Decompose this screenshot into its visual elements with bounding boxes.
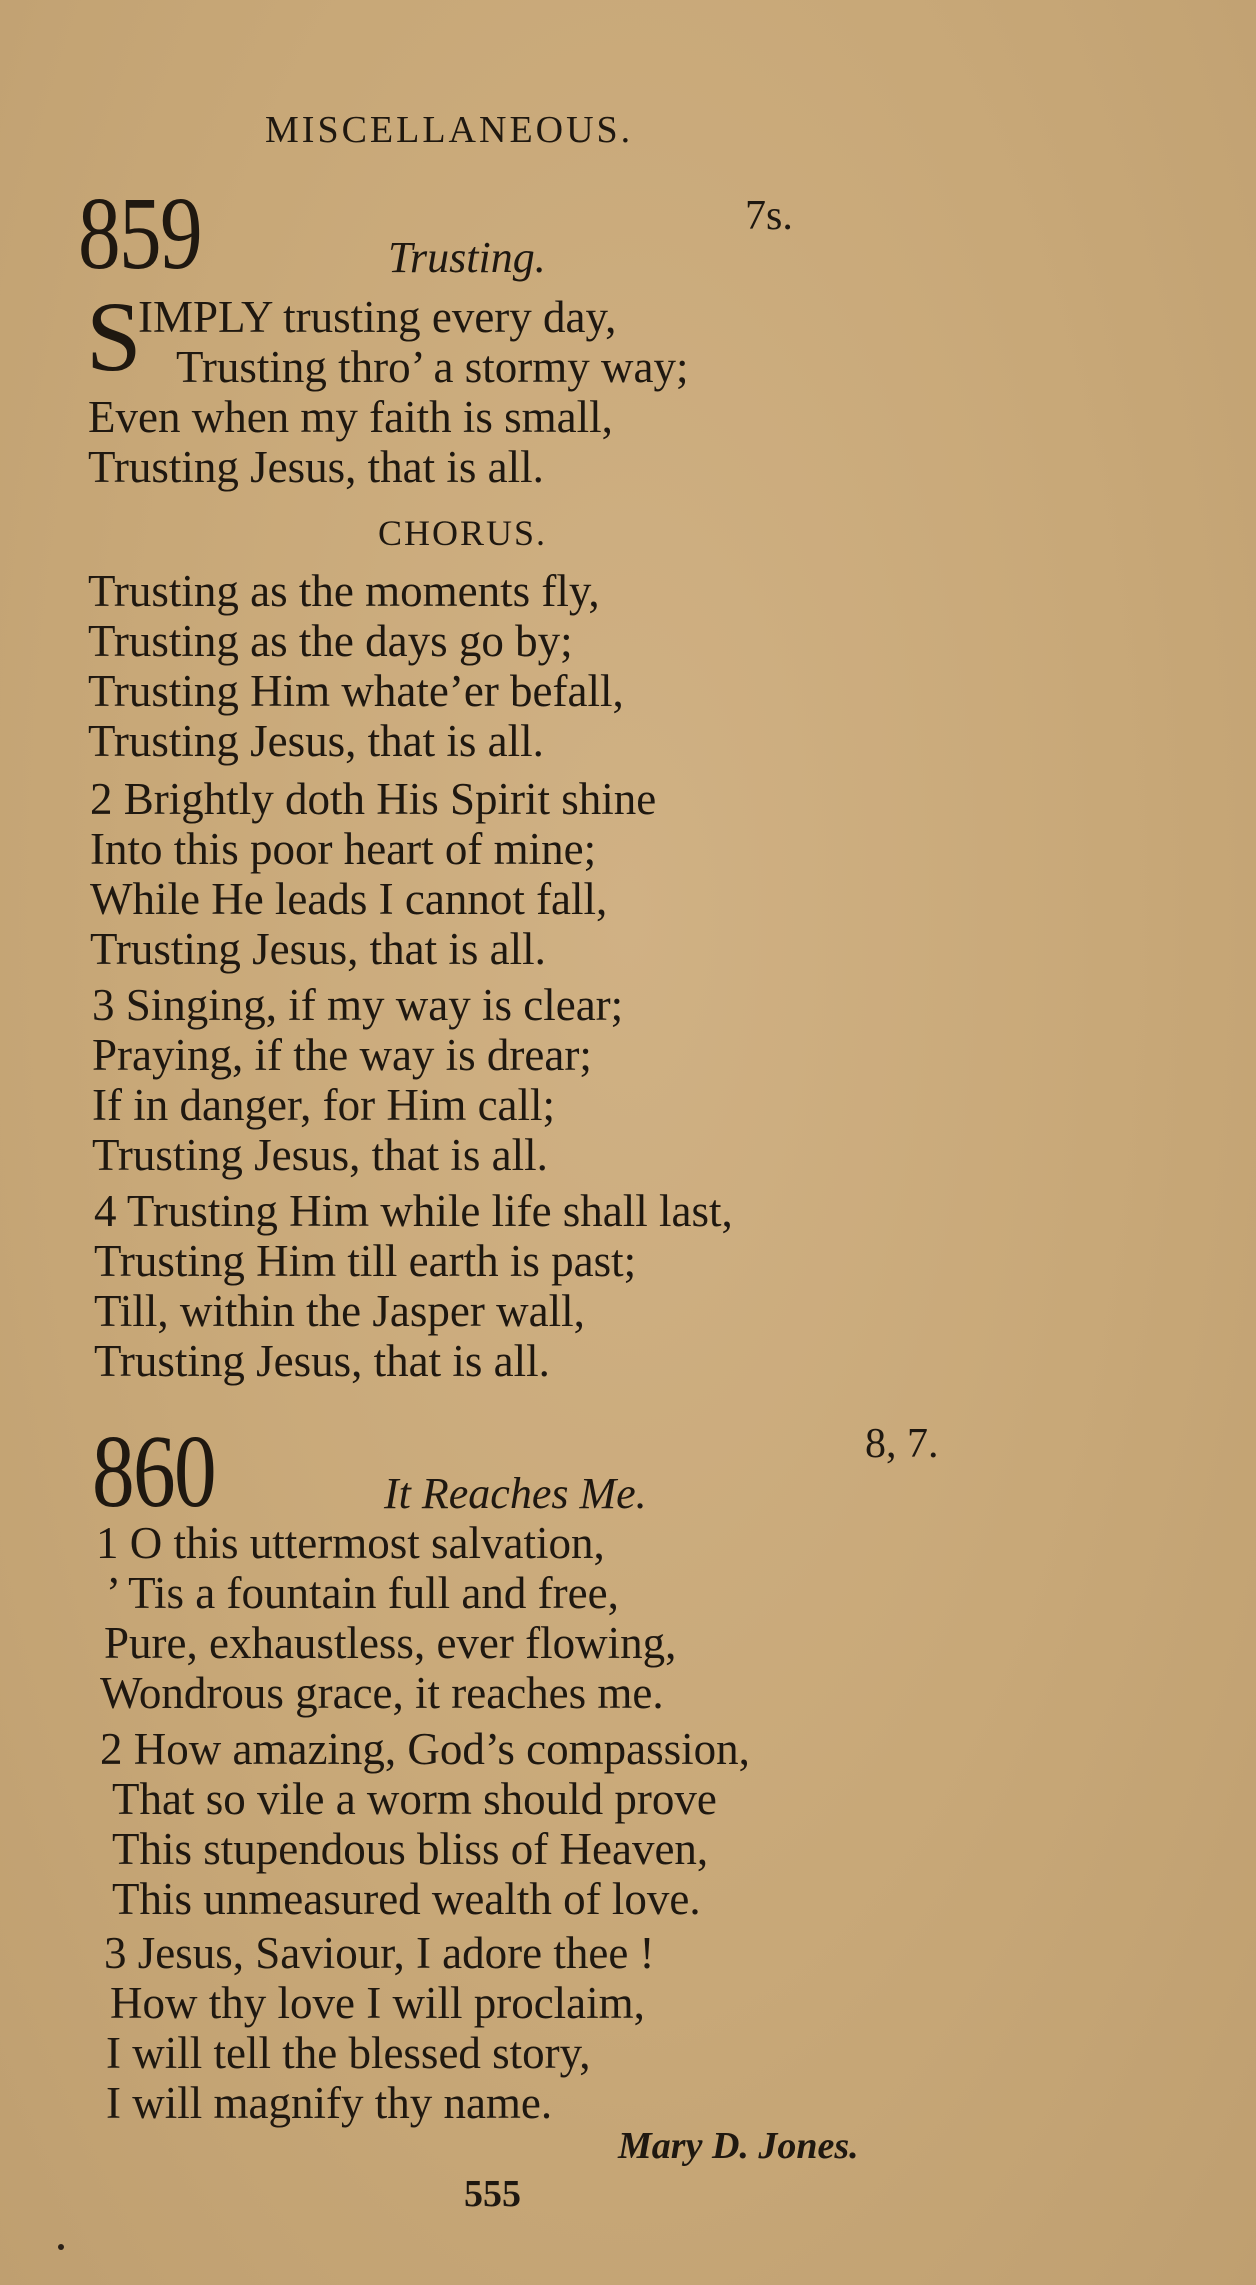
stanza-line: 3 Singing, if my way is clear; [92,980,624,1030]
stanza-line: IMPLY trusting every day, [138,292,617,342]
chorus-line: Trusting as the days go by; [88,616,573,666]
stanza-line: Till, within the Jasper wall, [94,1286,585,1336]
stanza-859-1 [0,281,1256,492]
stanza-line: 4 Trusting Him while life shall last, [94,1186,733,1236]
stanza-line: I will tell the blessed story, [106,2028,591,2078]
stanza-line: Trusting Him till earth is past; [94,1236,637,1286]
stanza-860-2 [0,1724,1256,1924]
chorus-line: Trusting Him whate’er befall, [88,666,624,716]
stanza-line: Trusting Jesus, that is all. [90,924,546,974]
stanza-line: Trusting thro’ a stormy way; [176,342,689,392]
stanza-859-4 [0,1186,1256,1386]
drop-cap: S [86,281,142,392]
stanza-line: 1 O this uttermost salvation, [96,1518,605,1568]
hymn-meter-859: 7s. [745,193,793,239]
stanza-line: Even when my faith is small, [88,392,613,442]
chorus-label: CHORUS. [378,513,548,553]
running-head: MISCELLANEOUS. [265,109,634,151]
stanza-860-1 [0,1518,1256,1718]
chorus [0,566,1256,766]
stanza-859-2 [0,774,1256,974]
hymn-number-859: 859 [78,176,201,291]
ink-speck [58,2244,64,2250]
hymn-meter-860: 8, 7. [865,1421,939,1467]
stanza-859-3 [0,980,1256,1180]
stanza-line: If in danger, for Him call; [92,1080,556,1130]
stanza-line: 2 Brightly doth His Spirit shine [90,774,657,824]
stanza-line: Trusting Jesus, that is all. [94,1336,550,1386]
stanza-line: 2 How amazing, God’s compassion, [100,1724,750,1774]
stanza-line: Praying, if the way is drear; [92,1030,592,1080]
hymn-title-860: It Reaches Me. [384,1469,647,1518]
chorus-line: Trusting as the moments fly, [88,566,600,616]
stanza-line: I will magnify thy name. [106,2078,553,2128]
page-number: 555 [464,2173,521,2215]
stanza-line: This stupendous bliss of Heaven, [112,1824,709,1874]
hymn-author: Mary D. Jones. [618,2125,859,2167]
stanza-line: Into this poor heart of mine; [90,824,597,874]
stanza-line: 3 Jesus, Saviour, I adore thee ! [104,1928,655,1978]
stanza-line: Wondrous grace, it reaches me. [100,1668,664,1718]
stanza-line: Trusting Jesus, that is all. [92,1130,548,1180]
stanza-line: Trusting Jesus, that is all. [88,442,544,492]
stanza-line: This unmeasured wealth of love. [112,1874,701,1924]
stanza-line: Pure, exhaustless, ever flowing, [104,1618,677,1668]
stanza-860-3 [0,1928,1256,2128]
hymn-number-860: 860 [92,1414,215,1529]
stanza-line: That so vile a worm should prove [112,1774,717,1824]
stanza-line: ’ Tis a fountain full and free, [106,1568,619,1618]
stanza-line: While He leads I cannot fall, [90,874,608,924]
hymn-title-859: Trusting. [388,233,546,282]
stanza-line: How thy love I will proclaim, [110,1978,645,2028]
chorus-line: Trusting Jesus, that is all. [88,716,544,766]
